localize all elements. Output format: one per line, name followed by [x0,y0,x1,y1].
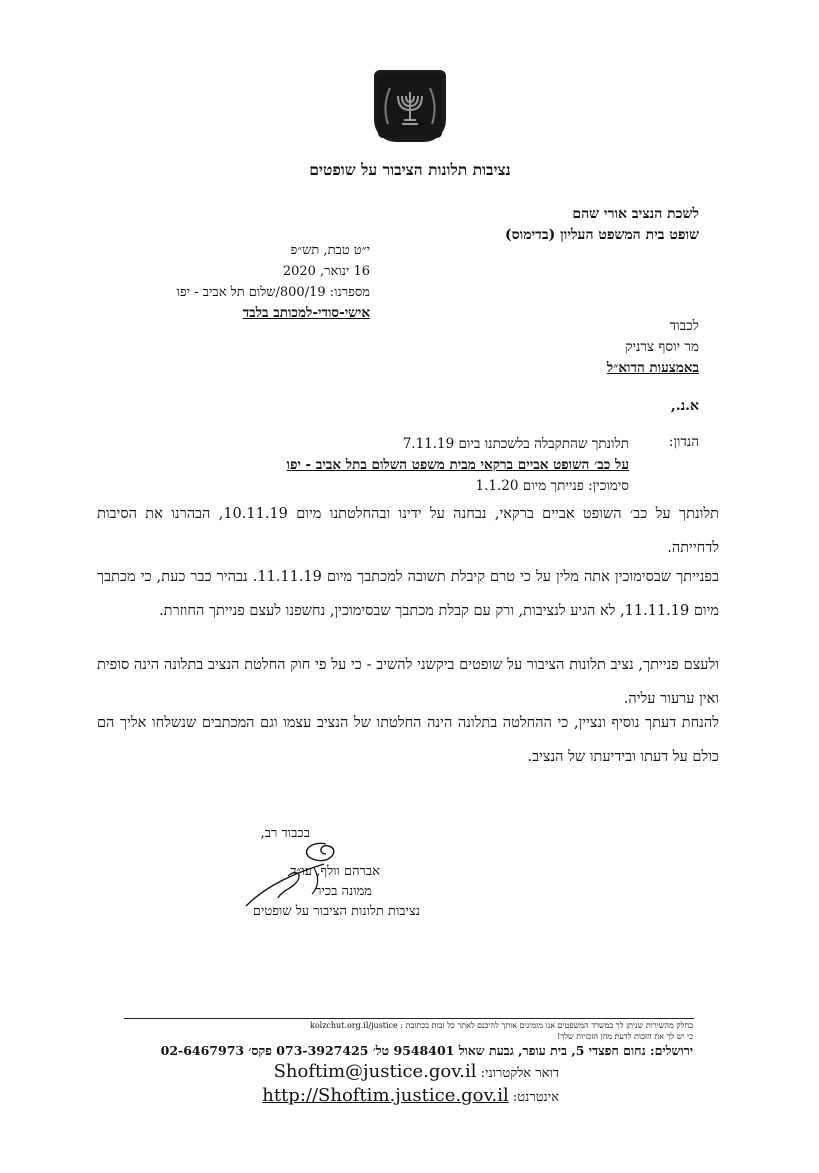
state-emblem-icon [374,70,446,142]
body-paragraph-1: תלונתך על כב׳ השופט אביים ברקאי, נבחנה על ידינו ובהחלטתנו מיום 10.11.19, הבהרנו את הסיבות לדחייתה. [97,506,719,556]
recipient-honorific: לכבוד [669,318,699,334]
body-paragraph-4: להנחת דעתך נוסיף ונציין, כי ההחלטה בתלונה הינה החלטתו של הנציב עצמו וגם המכתבים שנשלחו אליך הם כולם על דעתו ובידיעתו של הנציב. [97,715,719,765]
website-link[interactable]: http://Shoftim.justice.gov.il [262,1085,509,1106]
recipient-block [607,316,699,379]
letter-meta [120,240,370,324]
footer-web-row [262,1085,559,1106]
signer-office: נציבות תלונות הציבור על שופטים [252,904,420,919]
subject-line-2: על כב׳ השופט אביים ברקאי מבית משפט השלום בתל אביב - יפו [286,457,629,473]
subject-block [287,434,629,497]
sender-title: שופט בית המשפט העליון (בדימוס) [505,227,699,243]
subject-line-1: תלונתך שהתקבלה בלשכתנו ביום 7.11.19 [402,436,629,452]
classification-label: אישי-סודי-למכותב בלבד [242,305,370,321]
reference-number: מספרנו: 800/19/שלום תל אביב - יפו [176,285,370,300]
web-label: אינטרנט: [512,1090,559,1105]
recipient-name: מר יוסף צרניק [625,339,699,355]
signer-name: אברהם וולף, עו״ד [290,864,380,879]
footer-address: ירושלים: נחום חפצדי 5, בית עופר, גבעת שאול 9548401 טל׳ 073-3927425 פקס׳ 02-6467973 [160,1043,693,1058]
closing-regards: בכבוד רב, [260,826,310,841]
hebrew-date: י״ט טבת, תש״פ [290,243,370,258]
footer-note: כחלק מהשירות שניתן לך במשרד המשפטים אנו מזמינים אותך להיכנס לאתר כל זכות בכתובת : kolzchut.org.il/justice [309,1021,693,1030]
email-label: דואר אלקטרוני: [480,1066,559,1081]
office-title: נציבות תלונות הציבור על שופטים [309,160,511,179]
footer-note-rights: כי יש לך את הזכות לדעת מהן הזכויות שלך! [557,1032,693,1041]
email-link[interactable]: Shoftim@justice.gov.il [273,1061,477,1082]
gregorian-date: 16 ינואר, 2020 [282,264,370,279]
footer-email-row [274,1061,559,1082]
footer-divider [124,1018,694,1019]
subject-reference: סימוכין: פנייתך מיום 1.1.20 [475,478,629,494]
sender-block [505,204,699,246]
greeting: א.נ., [670,398,699,414]
handwritten-signature [228,832,378,912]
body-paragraph-2: בפנייתך שבסימוכין אתה מלין על כי טרם קיבלת תשובה למכתבך מיום 11.11.19. נבהיר כבר כעת, כי מכתבך מיום 11.11.19, לא הגיע לנציבות, ורק עם קבלת מכתבך שבסימוכין, נחשפנו לעצם פנייתך החוזרת. [97,569,719,619]
delivery-method: באמצעות הדוא״ל [606,360,699,376]
signer-title: ממונה בכיר [315,884,372,899]
body-paragraph-3: ולעצם פנייתך, נציב תלונות הציבור על שופטים ביקשני להשיב - כי על פי חוק החלטת הנציב בתלונה הינה סופית ואין ערעור עליה. [97,657,719,707]
subject-label: הנדון: [668,434,699,450]
sender-line: לשכת הנציב אורי שהם [572,206,699,222]
